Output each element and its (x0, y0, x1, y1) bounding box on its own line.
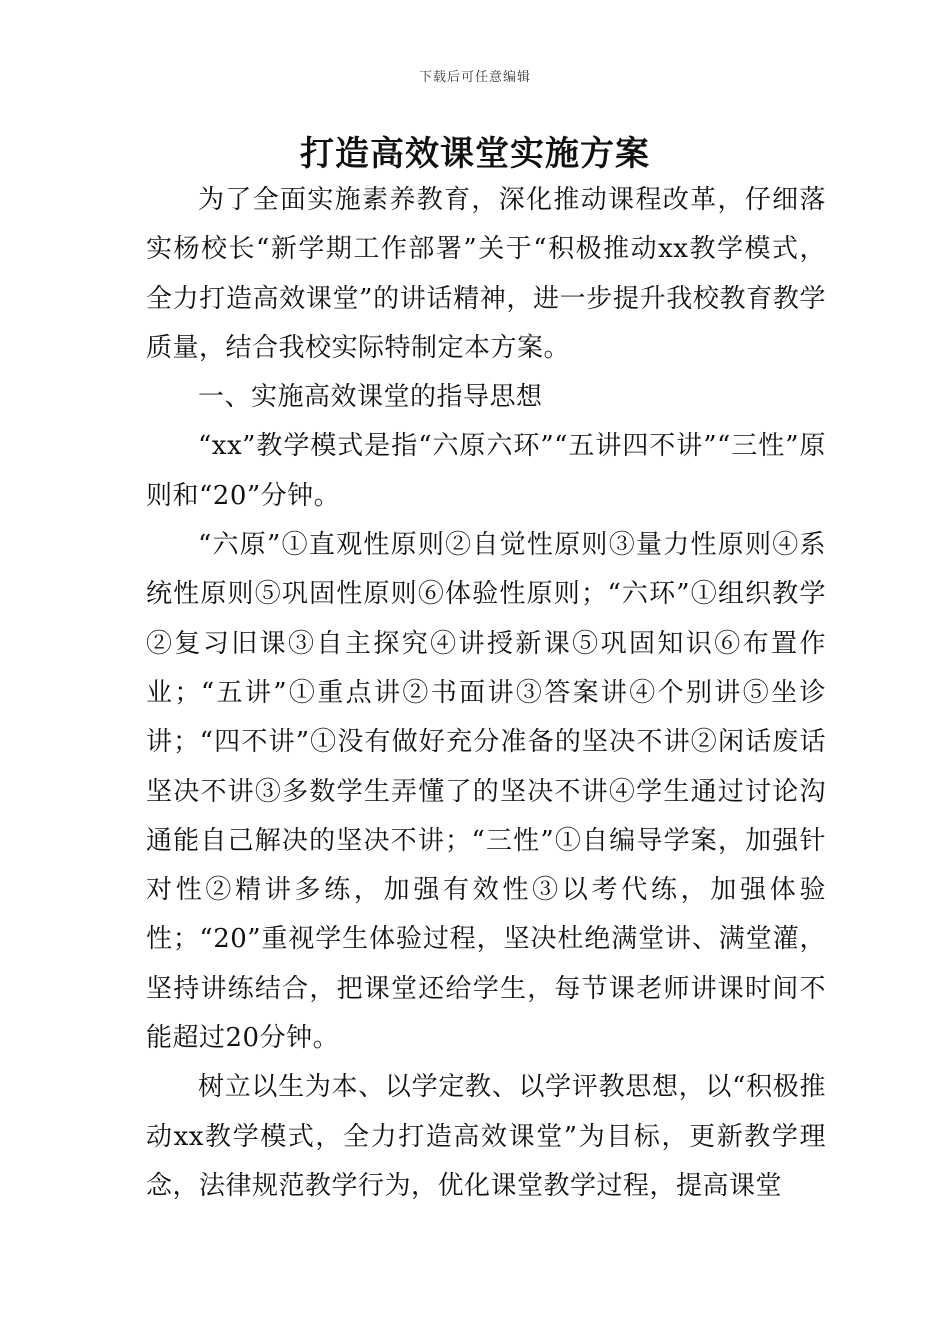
document-title: 打造高效课堂实施方案 (300, 134, 650, 174)
paragraph-principles-detail: “六原”①直观性原则②自觉性原则③量力性原则④系统性原则⑤巩固性原则⑥体验性原则；“六环”①组织教学②复习旧课③自主探究④讲授新课⑤巩固知识⑥布置作业；“五讲”①重点讲②书面讲③答案讲④个别讲⑤坐诊讲；“四不讲”①没有做好充分准备的坚决不讲②闲话废话坚决不讲③多数学生弄懂了的坚决不讲④学生通过讨论沟通能自己解决的坚决不讲；“三性”①自编导学案，加强针对性②精讲多练，加强有效性③以考代练，加强体验性；“20”重视学生体验过程，坚决杜绝满堂讲、满堂灌，坚持讲练结合，把课堂还给学生，每节课老师讲课时间不能超过20分钟。 (146, 530, 826, 1054)
header-note: 下载后可任意编辑 (418, 70, 531, 85)
paragraph-teaching-model-definition: “xx”教学模式是指“六原六环”“五讲四不讲”“三性”原则和“20”分钟。 (146, 431, 826, 511)
document-body (146, 176, 826, 1211)
paragraph-intro: 为了全面实施素养教育，深化推动课程改革，仔细落实杨校长“新学期工作部署”关于“积极推动xx教学模式，全力打造高效课堂”的讲话精神，进一步提升我校教育教学质量，结合我校实际特制定本方案。 (146, 185, 826, 363)
paragraph-goals: 树立以生为本、以学定教、以学评教思想，以“积极推动xx教学模式，全力打造高效课堂”为目标，更新教学理念，法律规范教学行为，优化课堂教学过程，提高课堂 (146, 1072, 826, 1201)
section-heading-guiding-ideology: 一、实施高效课堂的指导思想 (198, 382, 543, 413)
